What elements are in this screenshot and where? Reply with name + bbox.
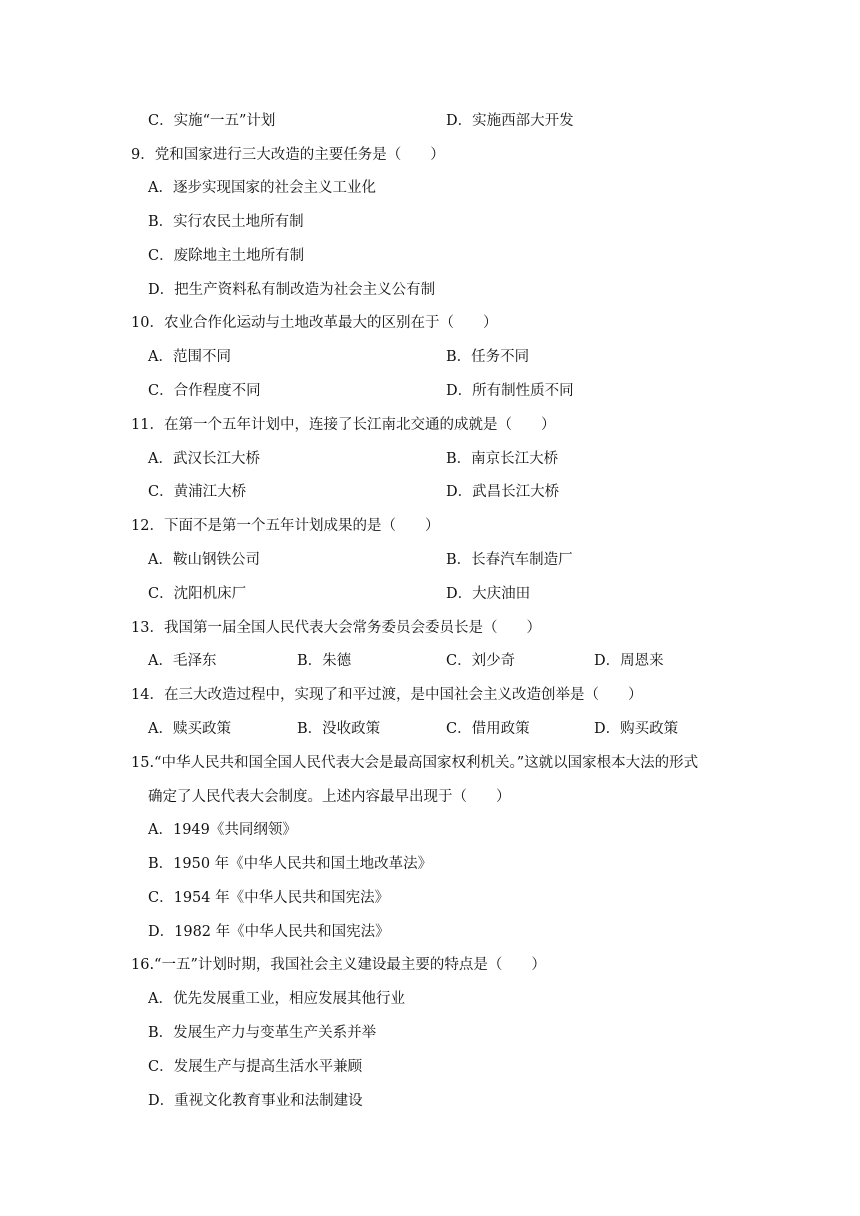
q10-option-d: D．所有制性质不同 bbox=[446, 383, 574, 399]
q11-option-b: B．南京长江大桥 bbox=[446, 451, 559, 467]
q9-option-a: A．逐步实现国家的社会主义工业化 bbox=[148, 180, 376, 196]
q9-option-b: B．实行农民土地所有制 bbox=[148, 214, 304, 230]
q12-option-a: A．鞍山钢铁公司 bbox=[148, 552, 260, 568]
q10-option-a: A．范围不同 bbox=[148, 349, 231, 365]
q16-option-a: A．优先发展重工业，相应发展其他行业 bbox=[148, 991, 405, 1007]
q16-stem: 16.“一五”计划时期，我国社会主义建设最主要的特点是（ ） bbox=[131, 957, 546, 973]
q13-option-d: D．周恩来 bbox=[594, 653, 664, 669]
q8-option-d: D．实施西部大开发 bbox=[446, 113, 574, 129]
q14-option-b: B．没收政策 bbox=[297, 721, 381, 737]
q12-stem: 12．下面不是第一个五年计划成果的是（ ） bbox=[131, 518, 440, 534]
q9-stem: 9．党和国家进行三大改造的主要任务是（ ） bbox=[131, 147, 445, 163]
q10-stem: 10．农业合作化运动与土地改革最大的区别在于（ ） bbox=[131, 315, 498, 331]
q14-stem: 14．在三大改造过程中，实现了和平过渡，是中国社会主义改造创举是（ ） bbox=[131, 687, 643, 703]
q9-option-c: C．废除地主土地所有制 bbox=[148, 248, 305, 264]
q16-option-d: D．重视文化教育事业和法制建设 bbox=[148, 1093, 363, 1109]
q10-option-b: B．任务不同 bbox=[446, 349, 530, 365]
q15-option-b: B．1950 年《中华人民共和国土地改革法》 bbox=[148, 856, 433, 872]
q9-option-d: D．把生产资料私有制改造为社会主义公有制 bbox=[148, 282, 436, 298]
q13-option-a: A．毛泽东 bbox=[148, 653, 217, 669]
q16-option-b: B．发展生产力与变革生产关系并举 bbox=[148, 1025, 377, 1041]
q8-option-c: C．实施“一五”计划 bbox=[148, 113, 276, 129]
q15-option-a: A．1949《共同纲领》 bbox=[148, 822, 297, 838]
q13-option-b: B．朱德 bbox=[297, 653, 352, 669]
q15-option-d: D．1982 年《中华人民共和国宪法》 bbox=[148, 924, 390, 940]
q11-option-c: C．黄浦江大桥 bbox=[148, 484, 247, 500]
q12-option-b: B．长春汽车制造厂 bbox=[446, 552, 573, 568]
q14-option-c: C．借用政策 bbox=[446, 721, 530, 737]
q15-option-c: C．1954 年《中华人民共和国宪法》 bbox=[148, 890, 390, 906]
q12-option-d: D．大庆油田 bbox=[446, 586, 531, 602]
q14-option-a: A．赎买政策 bbox=[148, 721, 231, 737]
q12-option-c: C．沈阳机床厂 bbox=[148, 586, 247, 602]
q16-option-c: C．发展生产与提高生活水平兼顾 bbox=[148, 1059, 363, 1075]
q15-stem-line2: 确定了人民代表大会制度。上述内容最早出现于（ ） bbox=[148, 789, 511, 805]
q13-option-c: C．刘少奇 bbox=[446, 653, 516, 669]
q14-option-d: D．购买政策 bbox=[594, 721, 679, 737]
q15-stem-line1: 15.“中华人民共和国全国人民代表大会是最高国家权利机关。”这就以国家根本大法的形式 bbox=[131, 755, 699, 771]
q11-option-d: D．武昌长江大桥 bbox=[446, 484, 560, 500]
q10-option-c: C．合作程度不同 bbox=[148, 383, 261, 399]
q11-option-a: A．武汉长江大桥 bbox=[148, 451, 260, 467]
q11-stem: 11．在第一个五年计划中，连接了长江南北交通的成就是（ ） bbox=[131, 417, 556, 433]
q13-stem: 13．我国第一届全国人民代表大会常务委员会委员长是（ ） bbox=[131, 620, 541, 636]
